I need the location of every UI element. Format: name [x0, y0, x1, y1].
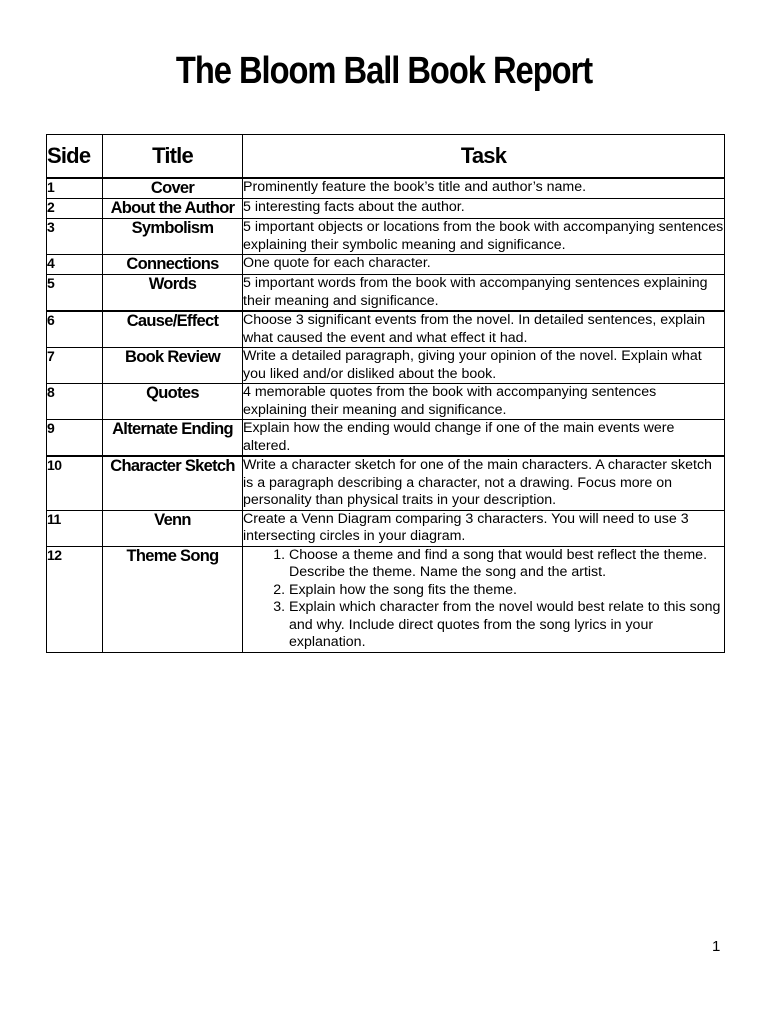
row-title: Book Review: [103, 348, 243, 384]
table-row: [47, 510, 725, 546]
row-side: 11: [47, 510, 103, 546]
row-title: Alternate Ending: [103, 420, 243, 457]
table-row: [47, 311, 725, 348]
row-task: Write a detailed paragraph, giving your opinion of the novel. Explain what you liked and/or disliked about the book.: [243, 348, 725, 384]
row-task: 4 memorable quotes from the book with accompanying sentences explaining their meaning and significance.: [243, 384, 725, 420]
table-row: [47, 348, 725, 384]
row-side: 5: [47, 275, 103, 312]
row-task: Create a Venn Diagram comparing 3 characters. You will need to use 3 intersecting circles in your diagram.: [243, 510, 725, 546]
row-side: 2: [47, 199, 103, 219]
row-task: Explain how the ending would change if one of the main events were altered.: [243, 420, 725, 457]
table-row: [47, 275, 725, 312]
table-row: [47, 178, 725, 199]
row-task: One quote for each character.: [243, 255, 725, 275]
row-task: Write a character sketch for one of the main characters. A character sketch is a paragraph describing a character, not a drawing. Focus more on personality than physical traits in your description.: [243, 456, 725, 510]
row-title: Cause/Effect: [103, 311, 243, 348]
table-row: [47, 546, 725, 652]
table-row: [47, 255, 725, 275]
row-title: Venn: [103, 510, 243, 546]
row-side: 7: [47, 348, 103, 384]
row-title: Words: [103, 275, 243, 312]
row-title: Cover: [103, 178, 243, 199]
list-item: 3. Explain which character from the novel would best relate to this song and why. Include direct quotes from the song lyrics in your explanation.: [289, 599, 724, 652]
table-row: [47, 456, 725, 510]
row-side: 10: [47, 456, 103, 510]
row-side: 4: [47, 255, 103, 275]
row-task: Choose 3 significant events from the novel. In detailed sentences, explain what caused the event and what effect it had.: [243, 311, 725, 348]
theme-song-task-list: [243, 547, 724, 652]
row-title: Symbolism: [103, 219, 243, 255]
row-task: Prominently feature the book’s title and author’s name.: [243, 178, 725, 199]
table-row: [47, 420, 725, 457]
row-side: 12: [47, 546, 103, 652]
table-row: [47, 384, 725, 420]
row-side: 8: [47, 384, 103, 420]
table-row: [47, 219, 725, 255]
document-title: The Bloom Ball Book Report: [175, 50, 593, 92]
row-title: Theme Song: [103, 546, 243, 652]
row-task: 5 interesting facts about the author.: [243, 199, 725, 219]
header-side: Side: [47, 135, 103, 179]
row-task: [243, 546, 725, 652]
row-side: 9: [47, 420, 103, 457]
header-title: Title: [103, 135, 243, 179]
table-header-row: [47, 135, 725, 179]
row-title: About the Author: [103, 199, 243, 219]
row-side: 6: [47, 311, 103, 348]
bloom-ball-table: [46, 134, 725, 653]
row-side: 1: [47, 178, 103, 199]
list-item: 2. Explain how the song fits the theme.: [289, 582, 724, 600]
row-title: Quotes: [103, 384, 243, 420]
list-item: 1. Choose a theme and find a song that would best reflect the theme. Describe the theme. Name the song and the artist.: [289, 547, 724, 582]
row-side: 3: [47, 219, 103, 255]
row-title: Connections: [103, 255, 243, 275]
page-number: 1: [712, 938, 721, 955]
header-task: Task: [243, 135, 725, 179]
table-row: [47, 199, 725, 219]
row-title: Character Sketch: [103, 456, 243, 510]
row-task: 5 important objects or locations from the book with accompanying sentences explaining their symbolic meaning and significance.: [243, 219, 724, 253]
row-task: 5 important words from the book with accompanying sentences explaining their meaning and significance.: [243, 275, 725, 312]
